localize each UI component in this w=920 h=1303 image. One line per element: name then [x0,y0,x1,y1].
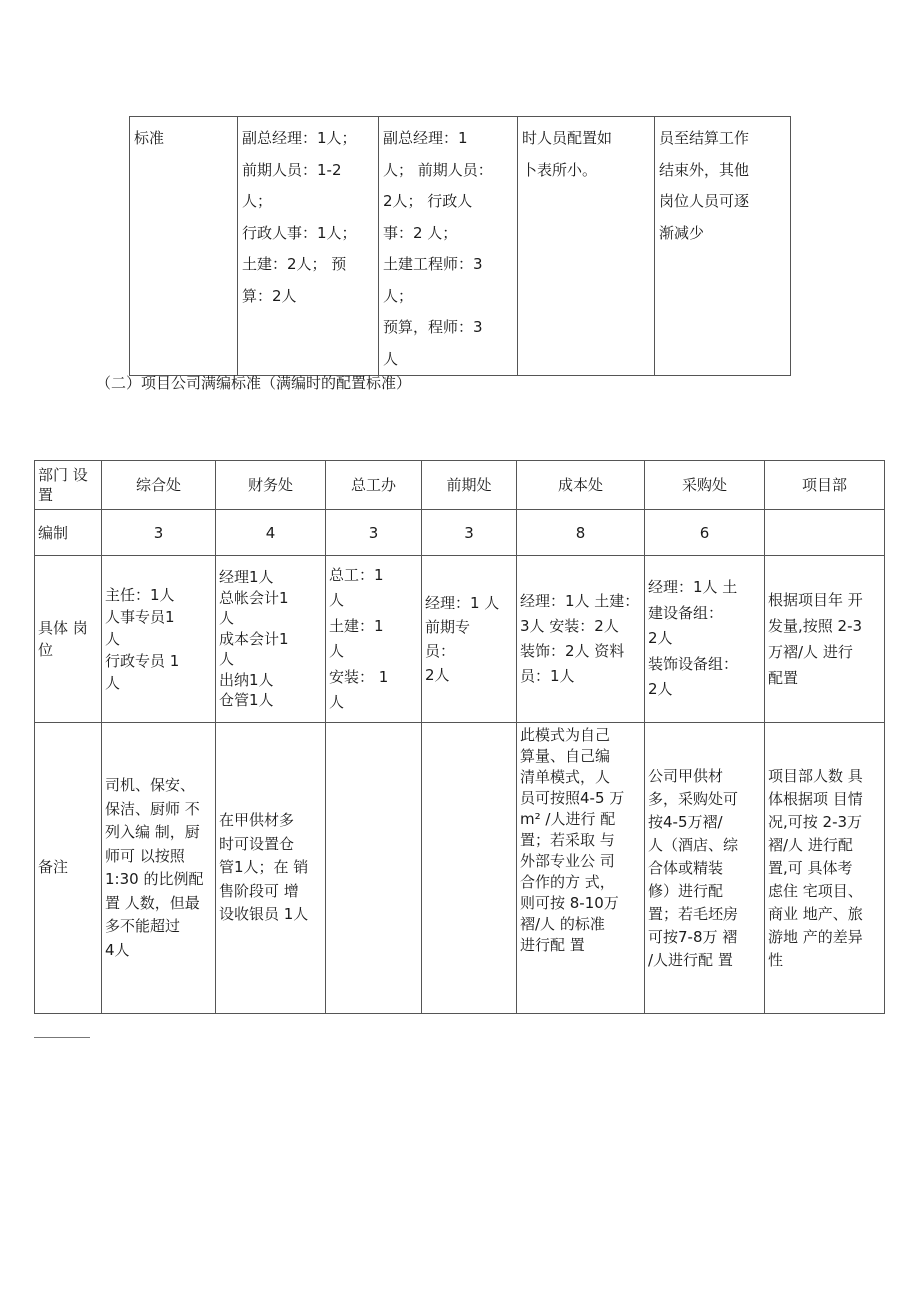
remarks-cell: 公司甲供材 多，采购处可 按4-5万褶/ 人（酒店、综 合体或精装 修）进行配 置；若毛坯房 可按7-8万 褶 /人进行配 置 [645,723,765,1014]
row-label-standard: 标准 [130,117,238,376]
positions-cell: 经理1人 总帐会计1 人 成本会计1 人 出纳1人 仓管1人 [216,556,326,723]
headcount-label: 编制 [35,510,102,556]
positions-label: 具体 岗 位 [35,556,102,723]
dept-header-chief-engineer: 总工办 [326,461,422,510]
positions-cell: 经理：1 人 前期专 员： 2人 [422,556,517,723]
headcount-value: 3 [422,510,517,556]
positions-cell: 根据项目年 开 发量,按照 2-3 万褶/人 进行 配置 [765,556,885,723]
department-header-label: 部门 设 置 [35,461,102,510]
stage-cell-4: 员至结算工作 结束外，其他 岗位人员可逐 渐减少 [655,117,791,376]
footnote-separator [34,1037,90,1038]
dept-header-general-office: 综合处 [102,461,216,510]
staffing-standard-table-continued [129,116,791,376]
stage-cell-1: 副总经理：1人； 前期人员：1-2 人； 行政人事：1人； 土建：2人； 预 算：2人 [238,117,379,376]
dept-header-procurement: 采购处 [645,461,765,510]
dept-header-preliminary: 前期处 [422,461,517,510]
headcount-value: 3 [326,510,422,556]
headcount-value: 6 [645,510,765,556]
positions-cell: 经理：1人 土 建设备组： 2人 装饰设备组： 2人 [645,556,765,723]
headcount-row [35,510,885,556]
positions-cell: 主任：1人 人事专员1 人 行政专员 1 人 [102,556,216,723]
header-row [35,461,885,510]
stage-cell-2: 副总经理：1 人； 前期人员： 2人； 行政人 事：2 人； 土建工程师：3 人； 预算，程师：3 人 [379,117,518,376]
positions-cell: 经理：1人 土建： 3人 安装：2人 装饰：2人 资料 员：1人 [517,556,645,723]
headcount-value: 3 [102,510,216,556]
dept-header-finance: 财务处 [216,461,326,510]
headcount-value [765,510,885,556]
full-staffing-table [34,460,885,1014]
remarks-cell: 在甲供材多 时可设置仓 管1人；在 销 售阶段可 增 设收银员 1人 [216,723,326,1014]
section-heading: （二）项目公司满编标准（满编时的配置标准） [96,374,412,392]
stage-cell-3: 时人员配置如 卜表所小。 [518,117,655,376]
remarks-row [35,723,885,1014]
table-row [130,117,791,376]
remarks-cell: 司机、保安、 保洁、厨师 不 列入编 制，厨 师可 以按照 1:30 的比例配 置 人数，但最 多不能超过 4人 [102,723,216,1014]
dept-header-project: 项目部 [765,461,885,510]
remarks-cell: 此模式为自己 算量、自己编 清单模式，人 员可按照4-5 万 m² /人进行 配 置；若采取 与 外部专业公 司 合作的方 式， 则可按 8-10万 褶/人 的标准 进行配 置 [517,723,645,1014]
positions-row [35,556,885,723]
headcount-value: 8 [517,510,645,556]
remarks-cell [326,723,422,1014]
remarks-cell [422,723,517,1014]
positions-cell: 总工：1 人 土建：1 人 安装： 1 人 [326,556,422,723]
remarks-cell: 项目部人数 具 体根据项 目情 况,可按 2-3万 褶/人 进行配 置,可 具体考 虑住 宅项目、 商业 地产、旅 游地 产的差异 性 [765,723,885,1014]
remarks-label: 备注 [35,723,102,1014]
dept-header-cost: 成本处 [517,461,645,510]
headcount-value: 4 [216,510,326,556]
